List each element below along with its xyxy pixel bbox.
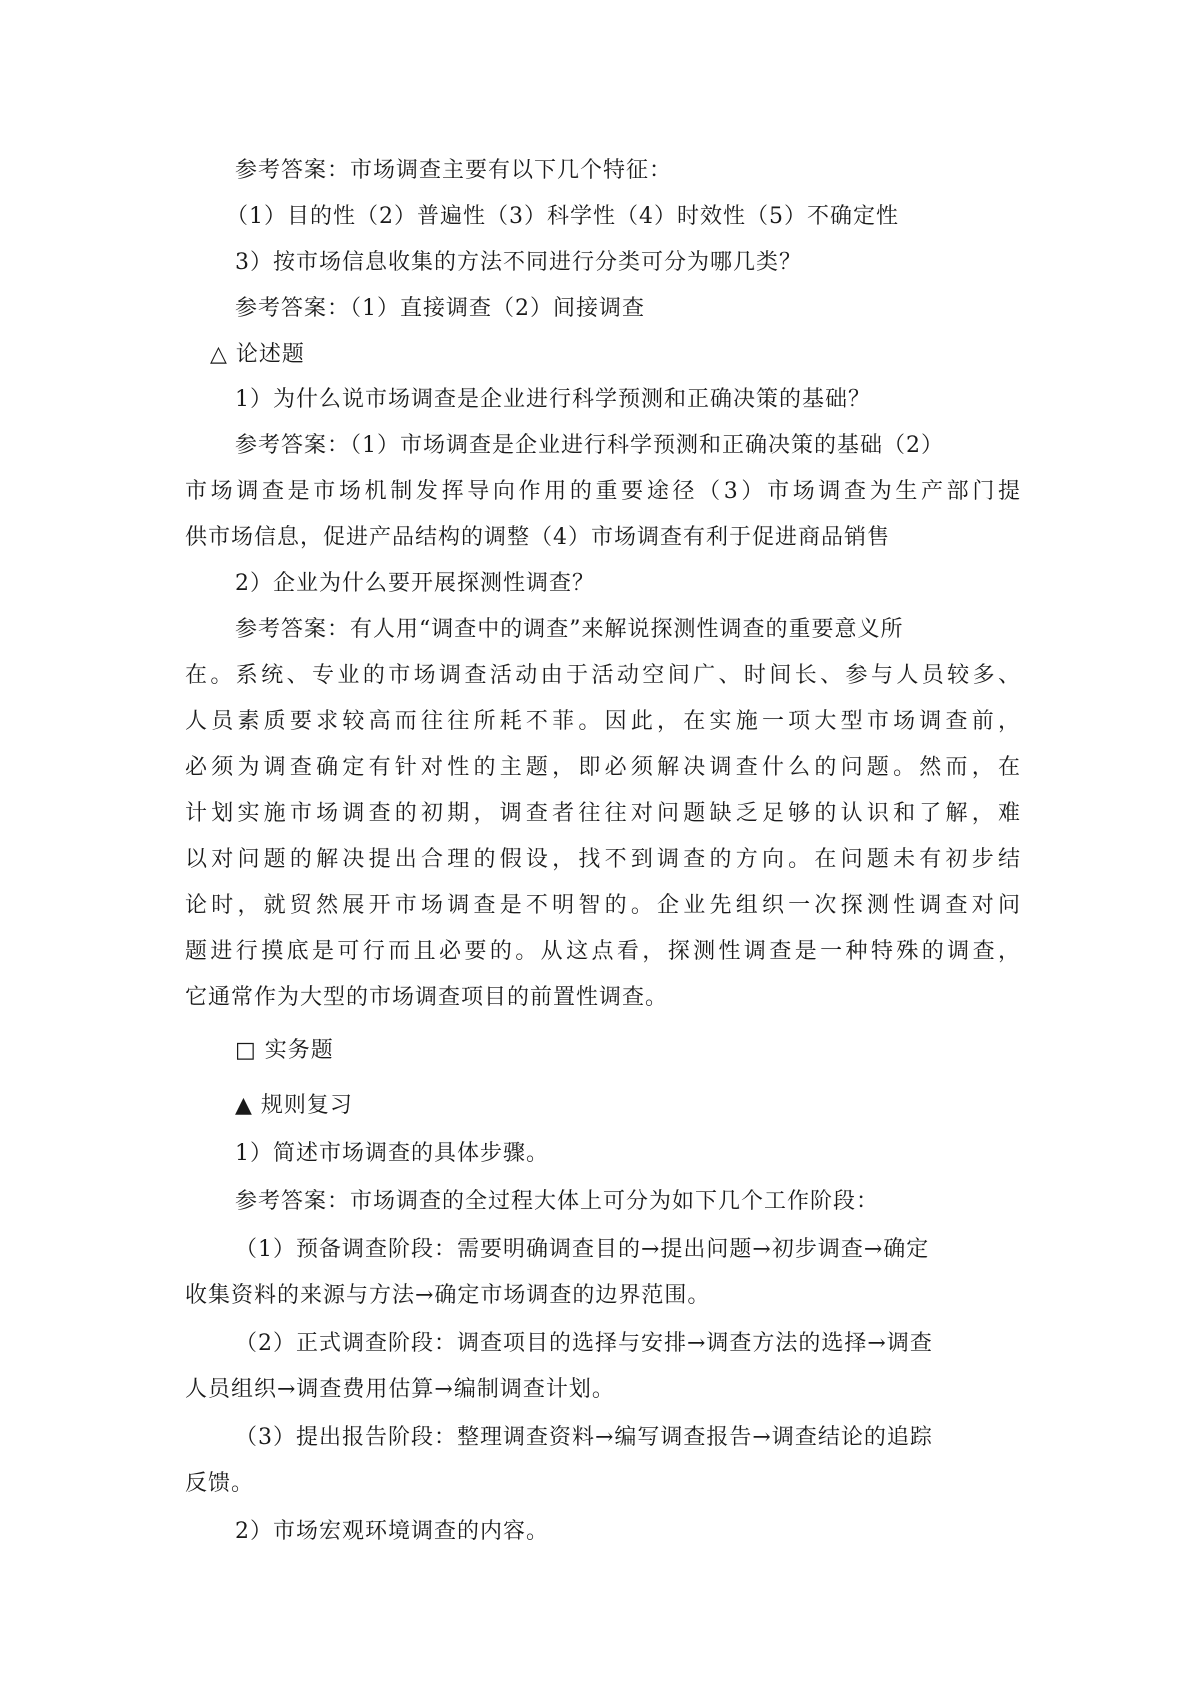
section-heading: △ 论述题 xyxy=(210,342,305,367)
subsection-heading: ▲ 规则复习 xyxy=(235,1093,353,1118)
answer-line: 人员组织→调查费用估算→编制调查计划。 xyxy=(185,1377,615,1402)
question-line: 2）市场宏观环境调查的内容。 xyxy=(235,1519,549,1544)
answer-line: （1）目的性（2）普遍性（3）科学性（4）时效性（5）不确定性 xyxy=(226,204,899,229)
answer-line: 以对问题的解决提出合理的假设，找不到调查的方向。在问题未有初步结 xyxy=(185,847,1021,872)
answer-line: （3）提出报告阶段：整理调查资料→编写调查报告→调查结论的追踪 xyxy=(235,1425,933,1450)
answer-line: （1）预备调查阶段：需要明确调查目的→提出问题→初步调查→确定 xyxy=(235,1237,930,1262)
section-heading: □ 实务题 xyxy=(235,1038,334,1063)
answer-line: （2）正式调查阶段：调查项目的选择与安排→调查方法的选择→调查 xyxy=(235,1331,933,1356)
question-line: 1）简述市场调查的具体步骤。 xyxy=(235,1141,549,1166)
answer-line: 题进行摸底是可行而且必要的。从这点看，探测性调查是一种特殊的调查， xyxy=(185,939,1021,964)
answer-line: 它通常作为大型的市场调查项目的前置性调查。 xyxy=(185,985,669,1010)
answer-line: 反馈。 xyxy=(185,1471,255,1496)
answer-line: 参考答案：（1）市场调查是企业进行科学预测和正确决策的基础（2） xyxy=(235,433,944,458)
answer-line: 市场调查是市场机制发挥导向作用的重要途径（3）市场调查为生产部门提 xyxy=(185,479,1021,504)
answer-line: 论时，就贸然展开市场调查是不明智的。企业先组织一次探测性调查对问 xyxy=(185,893,1021,918)
answer-line: 供市场信息，促进产品结构的调整（4）市场调查有利于促进商品销售 xyxy=(185,525,890,550)
answer-line: 参考答案：（1）直接调查（2）间接调查 xyxy=(235,296,645,321)
answer-line: 收集资料的来源与方法→确定市场调查的边界范围。 xyxy=(185,1283,711,1308)
answer-line: 人员素质要求较高而往往所耗不菲。因此，在实施一项大型市场调查前， xyxy=(185,709,1021,734)
answer-line: 参考答案：市场调查主要有以下几个特征： xyxy=(235,158,673,183)
question-line: 3）按市场信息收集的方法不同进行分类可分为哪几类？ xyxy=(235,250,802,275)
answer-line: 必须为调查确定有针对性的主题，即必须解决调查什么的问题。然而，在 xyxy=(185,755,1021,780)
question-line: 1）为什么说市场调查是企业进行科学预测和正确决策的基础？ xyxy=(235,387,871,412)
answer-line: 参考答案：市场调查的全过程大体上可分为如下几个工作阶段： xyxy=(235,1189,880,1214)
answer-line: 计划实施市场调查的初期，调查者往往对问题缺乏足够的认识和了解，难 xyxy=(185,801,1021,826)
answer-line: 在。系统、专业的市场调查活动由于活动空间广、时间长、参与人员较多、 xyxy=(185,663,1021,688)
question-line: 2）企业为什么要开展探测性调查？ xyxy=(235,571,595,596)
answer-line: 参考答案：有人用“调查中的调查”来解说探测性调查的重要意义所 xyxy=(235,617,904,642)
